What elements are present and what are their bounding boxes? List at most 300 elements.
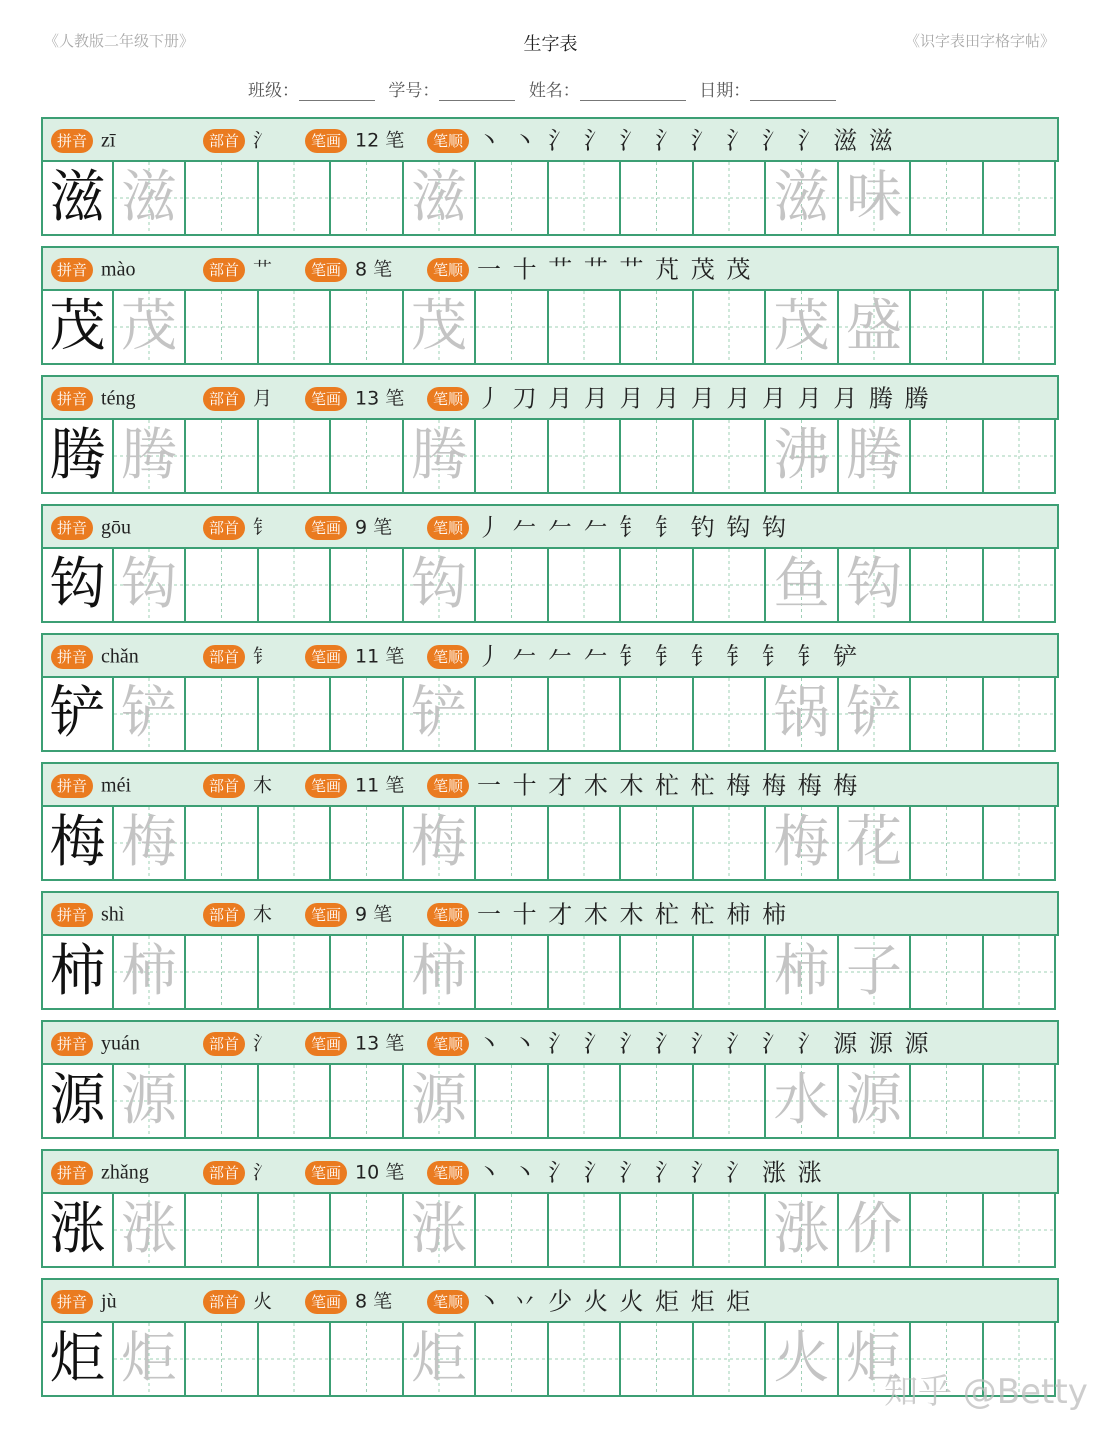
stroke-order-group: [427, 643, 859, 669]
pinyin-value-group: [51, 256, 135, 282]
writing-cell[interactable]: [984, 160, 1056, 236]
strokes-badge: 笔画: [305, 1032, 347, 1056]
writing-cell[interactable]: [476, 1192, 549, 1268]
pinyin-value-group: [51, 127, 115, 153]
tianzige-guides: [259, 1323, 329, 1395]
writing-cell[interactable]: [404, 805, 476, 881]
writing-cell[interactable]: [694, 1321, 766, 1397]
tianzige-guides: [259, 1065, 329, 1137]
model-char: 涨: [49, 1197, 106, 1262]
tianzige-guides: [476, 420, 547, 492]
tianzige-guides: [331, 1065, 402, 1137]
char-info-band: [41, 375, 1059, 420]
writing-cell[interactable]: [476, 160, 549, 236]
tianzige-guides: [984, 549, 1054, 621]
tianzige-guides: [259, 936, 329, 1008]
word-char: 涨: [773, 1197, 830, 1262]
writing-cell[interactable]: [331, 1063, 404, 1139]
radical-badge: 部首: [203, 1161, 245, 1185]
trace-char: 柿: [411, 939, 467, 1004]
writing-cell[interactable]: [911, 1192, 984, 1268]
writing-cell[interactable]: [984, 1063, 1056, 1139]
stroke-count-group: [305, 1159, 404, 1185]
writing-cell[interactable]: [259, 676, 331, 752]
tianzige-guides: [259, 291, 329, 363]
radical-value: 氵: [253, 129, 273, 152]
writing-cell[interactable]: [621, 1063, 694, 1139]
writing-cell[interactable]: [476, 418, 549, 494]
writing-cell[interactable]: [766, 1063, 839, 1139]
model-char: 腾: [49, 423, 106, 488]
writing-cell[interactable]: [839, 1063, 911, 1139]
tianzige-guides: [476, 1323, 547, 1395]
writing-cell[interactable]: [911, 289, 984, 365]
writing-cell[interactable]: [621, 289, 694, 365]
writing-cell[interactable]: [331, 805, 404, 881]
stroke-order: 丶 丷 少 火 火 炬 炬 炬: [477, 1287, 753, 1316]
stroke-count: 13 笔: [355, 1032, 405, 1055]
writing-cell[interactable]: [839, 934, 911, 1010]
radical-badge: 部首: [203, 1032, 245, 1056]
writing-cell[interactable]: [911, 418, 984, 494]
strokes-badge: 笔画: [305, 1290, 347, 1314]
writing-cell[interactable]: [186, 934, 259, 1010]
model-char-cell: [41, 805, 114, 881]
tianzige-guides: [549, 291, 619, 363]
char-info-band: [41, 504, 1059, 549]
pinyin-value-group: [51, 1288, 117, 1314]
writing-cell[interactable]: [404, 676, 476, 752]
name-field: [529, 76, 686, 101]
tianzige-guides: [331, 936, 402, 1008]
writing-cell[interactable]: [331, 676, 404, 752]
stroke-count-group: [305, 1030, 404, 1056]
tianzige-guides: [621, 1194, 692, 1266]
stroke-count: 12 笔: [355, 129, 405, 152]
writing-cell[interactable]: [984, 289, 1056, 365]
trace-char: 源: [121, 1068, 177, 1133]
radical-value: 氵: [253, 1032, 273, 1055]
order-badge: 笔顺: [427, 1161, 469, 1185]
writing-cell[interactable]: [259, 547, 331, 623]
name-blank[interactable]: [580, 84, 686, 101]
char-info-band: [41, 1278, 1059, 1323]
pinyin-value: gōu: [101, 516, 132, 539]
writing-cell[interactable]: [839, 289, 911, 365]
word-char: 子: [846, 939, 902, 1004]
char-info-band: [41, 1149, 1059, 1194]
pinyin-value: chǎn: [101, 645, 139, 668]
strokes-badge: 笔画: [305, 516, 347, 540]
writing-cell[interactable]: [404, 547, 476, 623]
writing-cell[interactable]: [114, 418, 186, 494]
tianzige-guides: [911, 1194, 982, 1266]
stroke-count-group: [305, 643, 404, 669]
stroke-count: 8 笔: [355, 1290, 393, 1313]
writing-cell[interactable]: [114, 1321, 186, 1397]
writing-cell[interactable]: [476, 1321, 549, 1397]
writing-cell[interactable]: [549, 1321, 621, 1397]
writing-cell[interactable]: [476, 934, 549, 1010]
trace-char: 茂: [121, 294, 177, 359]
tianzige-guides: [694, 162, 764, 234]
radical-value-group: [203, 1159, 272, 1185]
writing-cell[interactable]: [984, 934, 1056, 1010]
trace-char: 炬: [411, 1326, 467, 1391]
trace-char: 炬: [121, 1326, 177, 1391]
writing-cell[interactable]: [476, 289, 549, 365]
tianzige-guides: [621, 678, 692, 750]
writing-cell[interactable]: [549, 805, 621, 881]
writing-cell[interactable]: [984, 1192, 1056, 1268]
number-blank[interactable]: [439, 84, 515, 101]
model-char: 铲: [49, 681, 106, 746]
pinyin-badge: 拼音: [51, 1032, 93, 1056]
tianzige-guides: [259, 420, 329, 492]
number-field: [388, 76, 515, 101]
writing-cell[interactable]: [186, 1063, 259, 1139]
radical-badge: 部首: [203, 387, 245, 411]
writing-cell[interactable]: [839, 805, 911, 881]
order-badge: 笔顺: [427, 258, 469, 282]
writing-cell[interactable]: [331, 934, 404, 1010]
stroke-count-group: [305, 514, 392, 540]
word-char: 柿: [773, 939, 830, 1004]
writing-cell[interactable]: [259, 1192, 331, 1268]
writing-cell[interactable]: [694, 160, 766, 236]
writing-cell[interactable]: [404, 1192, 476, 1268]
writing-cell[interactable]: [621, 676, 694, 752]
writing-cell[interactable]: [114, 934, 186, 1010]
writing-cell[interactable]: [404, 289, 476, 365]
writing-cell[interactable]: [259, 160, 331, 236]
writing-cell[interactable]: [404, 1321, 476, 1397]
word-char: 梅: [773, 810, 830, 875]
word-char: 锅: [773, 681, 830, 746]
tianzige-guides: [331, 420, 402, 492]
radical-badge: 部首: [203, 1290, 245, 1314]
tianzige-guides: [911, 936, 982, 1008]
tianzige-guides: [259, 807, 329, 879]
date-blank[interactable]: [750, 84, 836, 101]
order-badge: 笔顺: [427, 774, 469, 798]
order-badge: 笔顺: [427, 1032, 469, 1056]
stroke-count: 11 笔: [355, 645, 405, 668]
tianzige-guides: [549, 549, 619, 621]
tianzige-guides: [331, 291, 402, 363]
writing-cell[interactable]: [911, 805, 984, 881]
writing-cell[interactable]: [694, 934, 766, 1010]
stroke-order-group: [427, 772, 859, 798]
writing-cell[interactable]: [694, 1063, 766, 1139]
tianzige-guides: [331, 1323, 402, 1395]
writing-cell[interactable]: [621, 805, 694, 881]
writing-cell[interactable]: [549, 1192, 621, 1268]
writing-cell[interactable]: [114, 160, 186, 236]
radical-value: 氵: [253, 1161, 273, 1184]
tianzige-guides: [621, 549, 692, 621]
strokes-badge: 笔画: [305, 129, 347, 153]
writing-cell[interactable]: [476, 1063, 549, 1139]
tianzige-row: [41, 289, 1059, 365]
stroke-count-group: [305, 385, 404, 411]
stroke-order-group: [427, 385, 931, 411]
order-badge: 笔顺: [427, 387, 469, 411]
pinyin-badge: 拼音: [51, 1290, 93, 1314]
tianzige-guides: [476, 549, 547, 621]
writing-cell[interactable]: [694, 547, 766, 623]
writing-cell[interactable]: [766, 1321, 839, 1397]
word-char: 盛: [846, 294, 902, 359]
tianzige-guides: [694, 549, 764, 621]
radical-value: 月: [253, 387, 273, 410]
model-char-cell: [41, 934, 114, 1010]
strokes-badge: 笔画: [305, 645, 347, 669]
writing-cell[interactable]: [114, 547, 186, 623]
tianzige-guides: [911, 291, 982, 363]
tianzige-guides: [911, 549, 982, 621]
writing-cell[interactable]: [186, 805, 259, 881]
writing-cell[interactable]: [984, 805, 1056, 881]
stroke-order: 丿 𠂉 𠂉 𠂉 钅 钅 钓 钩 钩: [477, 513, 789, 542]
word-char: 源: [846, 1068, 902, 1133]
writing-cell[interactable]: [259, 1063, 331, 1139]
writing-cell[interactable]: [839, 160, 911, 236]
char-info-band: [41, 117, 1059, 162]
tianzige-guides: [259, 678, 329, 750]
writing-cell[interactable]: [621, 934, 694, 1010]
writing-cell[interactable]: [839, 547, 911, 623]
watermark: 知乎 @Betty: [884, 1372, 1088, 1412]
writing-cell[interactable]: [259, 934, 331, 1010]
page-title: 生字表: [523, 34, 578, 55]
char-info-band: [41, 891, 1059, 936]
radical-value: 火: [253, 1290, 273, 1313]
writing-cell[interactable]: [549, 289, 621, 365]
stroke-count: 13 笔: [355, 387, 405, 410]
writing-cell[interactable]: [549, 160, 621, 236]
pinyin-badge: 拼音: [51, 129, 93, 153]
writing-cell[interactable]: [984, 676, 1056, 752]
stroke-order: 丶 丶 氵 氵 氵 氵 氵 氵 氵 氵 源 源 源: [477, 1029, 931, 1058]
writing-cell[interactable]: [694, 289, 766, 365]
tianzige-guides: [476, 291, 547, 363]
tianzige-row: [41, 418, 1059, 494]
writing-cell[interactable]: [694, 676, 766, 752]
writing-cell[interactable]: [259, 805, 331, 881]
writing-cell[interactable]: [984, 547, 1056, 623]
tianzige-guides: [331, 549, 402, 621]
writing-cell[interactable]: [259, 1321, 331, 1397]
writing-cell[interactable]: [621, 160, 694, 236]
tianzige-guides: [186, 807, 257, 879]
pinyin-value: téng: [101, 387, 136, 410]
stroke-order: 丿 𠂉 𠂉 𠂉 钅 钅 钅 钅 钅 钅 铲: [477, 642, 860, 671]
pinyin-value: méi: [101, 774, 132, 797]
writing-cell[interactable]: [984, 418, 1056, 494]
writing-cell[interactable]: [186, 547, 259, 623]
writing-cell[interactable]: [331, 418, 404, 494]
book-title-right: 《识字表田字格字帖》: [904, 32, 1055, 50]
tianzige-guides: [549, 678, 619, 750]
writing-cell[interactable]: [549, 547, 621, 623]
writing-cell[interactable]: [331, 547, 404, 623]
tianzige-guides: [259, 549, 329, 621]
stroke-count: 8 笔: [355, 258, 393, 281]
trace-char: 柿: [121, 939, 177, 1004]
writing-cell[interactable]: [331, 1321, 404, 1397]
tianzige-guides: [549, 1323, 619, 1395]
word-char: 茂: [773, 294, 830, 359]
writing-cell[interactable]: [911, 934, 984, 1010]
writing-cell[interactable]: [404, 418, 476, 494]
class-blank[interactable]: [299, 84, 375, 101]
char-section: [41, 762, 1059, 881]
model-char-cell: [41, 1063, 114, 1139]
writing-cell[interactable]: [404, 934, 476, 1010]
writing-cell[interactable]: [114, 1192, 186, 1268]
trace-char: 铲: [411, 681, 467, 746]
writing-cell[interactable]: [549, 676, 621, 752]
writing-cell[interactable]: [331, 160, 404, 236]
writing-cell[interactable]: [186, 289, 259, 365]
writing-cell[interactable]: [621, 418, 694, 494]
radical-value: 木: [253, 903, 273, 926]
trace-char: 滋: [411, 165, 467, 230]
writing-cell[interactable]: [766, 805, 839, 881]
tianzige-guides: [694, 807, 764, 879]
writing-cell[interactable]: [694, 1192, 766, 1268]
writing-cell[interactable]: [331, 289, 404, 365]
writing-cell[interactable]: [186, 1321, 259, 1397]
word-char: 味: [846, 165, 902, 230]
radical-value-group: [203, 514, 272, 540]
word-char: 腾: [846, 423, 902, 488]
stroke-count-group: [305, 1288, 392, 1314]
writing-cell[interactable]: [766, 1192, 839, 1268]
stroke-count: 10 笔: [355, 1161, 405, 1184]
char-section: [41, 375, 1059, 494]
radical-value-group: [203, 256, 272, 282]
trace-char: 茂: [411, 294, 467, 359]
pinyin-badge: 拼音: [51, 1161, 93, 1185]
writing-cell[interactable]: [476, 547, 549, 623]
writing-cell[interactable]: [476, 805, 549, 881]
writing-cell[interactable]: [549, 418, 621, 494]
stroke-order: 一 十 艹 艹 艹 芃 茂 茂: [477, 255, 753, 284]
writing-cell[interactable]: [621, 1192, 694, 1268]
writing-cell[interactable]: [766, 547, 839, 623]
pinyin-value: yuán: [101, 1032, 140, 1055]
writing-cell[interactable]: [694, 805, 766, 881]
strokes-badge: 笔画: [305, 903, 347, 927]
writing-cell[interactable]: [911, 676, 984, 752]
writing-cell[interactable]: [911, 160, 984, 236]
word-char: 火: [773, 1326, 830, 1391]
char-section: [41, 891, 1059, 1010]
pinyin-badge: 拼音: [51, 258, 93, 282]
writing-cell[interactable]: [839, 676, 911, 752]
tianzige-guides: [476, 162, 547, 234]
tianzige-guides: [621, 162, 692, 234]
tianzige-guides: [984, 1194, 1054, 1266]
tianzige-guides: [331, 162, 402, 234]
writing-cell[interactable]: [404, 160, 476, 236]
pinyin-value-group: [51, 643, 139, 669]
tianzige-guides: [549, 420, 619, 492]
trace-char: 源: [411, 1068, 467, 1133]
trace-char: 涨: [121, 1197, 177, 1262]
writing-cell[interactable]: [114, 676, 186, 752]
stroke-order: 一 十 才 木 木 杧 杧 梅 梅 梅 梅: [477, 771, 860, 800]
writing-cell[interactable]: [766, 289, 839, 365]
writing-cell[interactable]: [259, 418, 331, 494]
tianzige-guides: [549, 1194, 619, 1266]
writing-cell[interactable]: [186, 160, 259, 236]
writing-cell[interactable]: [694, 418, 766, 494]
writing-cell[interactable]: [259, 289, 331, 365]
writing-cell[interactable]: [839, 418, 911, 494]
stroke-count: 9 笔: [355, 903, 393, 926]
writing-cell[interactable]: [766, 160, 839, 236]
model-char: 炬: [49, 1326, 106, 1391]
trace-char: 腾: [121, 423, 177, 488]
char-section: [41, 246, 1059, 365]
pinyin-badge: 拼音: [51, 645, 93, 669]
radical-value: 钅: [253, 645, 273, 668]
writing-cell[interactable]: [404, 1063, 476, 1139]
writing-cell[interactable]: [114, 289, 186, 365]
writing-cell[interactable]: [621, 547, 694, 623]
writing-cell[interactable]: [911, 547, 984, 623]
tianzige-guides: [984, 420, 1054, 492]
radical-badge: 部首: [203, 129, 245, 153]
writing-cell[interactable]: [114, 805, 186, 881]
pinyin-value: jù: [101, 1290, 117, 1313]
tianzige-guides: [621, 1065, 692, 1137]
writing-cell[interactable]: [549, 934, 621, 1010]
pinyin-badge: 拼音: [51, 774, 93, 798]
trace-char: 滋: [121, 165, 177, 230]
char-section: [41, 1020, 1059, 1139]
writing-cell[interactable]: [621, 1321, 694, 1397]
pinyin-value-group: [51, 385, 135, 411]
writing-cell[interactable]: [186, 676, 259, 752]
tianzige-guides: [476, 807, 547, 879]
stroke-count: 9 笔: [355, 516, 393, 539]
writing-cell[interactable]: [331, 1192, 404, 1268]
stroke-order: 丶 丶 氵 氵 氵 氵 氵 氵 氵 氵 滋 滋: [477, 126, 895, 155]
model-char: 钩: [49, 552, 106, 617]
writing-cell[interactable]: [911, 1063, 984, 1139]
tianzige-guides: [694, 678, 764, 750]
writing-cell[interactable]: [186, 418, 259, 494]
word-char: 钩: [846, 552, 902, 617]
writing-cell[interactable]: [186, 1192, 259, 1268]
writing-cell[interactable]: [766, 676, 839, 752]
word-char: 沸: [773, 423, 830, 488]
writing-cell[interactable]: [766, 418, 839, 494]
writing-cell[interactable]: [766, 934, 839, 1010]
writing-cell[interactable]: [476, 676, 549, 752]
writing-cell[interactable]: [549, 1063, 621, 1139]
tianzige-guides: [476, 678, 547, 750]
pinyin-value-group: [51, 901, 124, 927]
pinyin-value-group: [51, 514, 131, 540]
trace-char: 钩: [411, 552, 467, 617]
writing-cell[interactable]: [839, 1192, 911, 1268]
writing-cell[interactable]: [114, 1063, 186, 1139]
